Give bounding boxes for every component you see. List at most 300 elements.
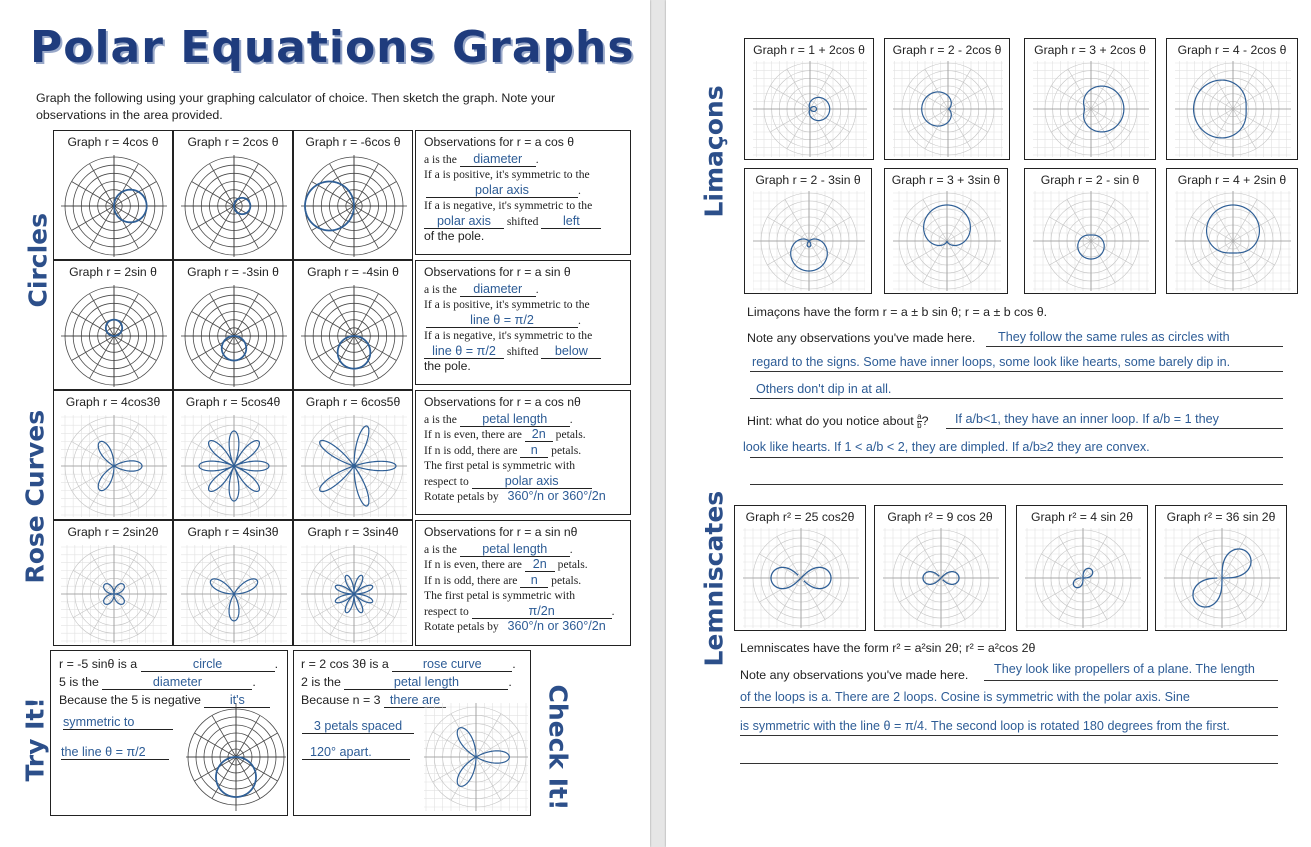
graph-box xyxy=(53,260,173,390)
grid-ray xyxy=(210,164,235,206)
answer-line xyxy=(750,398,1283,399)
side-label-check: Check It! xyxy=(543,684,573,811)
grid-ray xyxy=(193,571,234,595)
polar-grid xyxy=(61,415,167,517)
answer-blank[interactable]: line θ = π/2 xyxy=(424,344,504,359)
polar-grid xyxy=(301,285,407,387)
answer-blank[interactable]: petal length xyxy=(344,675,508,690)
polar-grid xyxy=(181,415,287,517)
lemniscate-note[interactable]: is symmetric with the line θ = π/4. The second loop is rotated 180 degrees from the first. xyxy=(740,719,1230,733)
graph-box xyxy=(1024,168,1156,294)
grid-ray xyxy=(1091,69,1114,109)
obs-text: If n is odd, there are xyxy=(424,573,518,587)
grid-ray xyxy=(1233,217,1275,241)
grid-ray xyxy=(777,536,801,578)
polar-grid xyxy=(1164,528,1280,628)
grid-ray xyxy=(899,578,941,602)
grid-ray xyxy=(787,69,810,109)
grid-ray xyxy=(90,424,115,466)
obs-text: respect to xyxy=(424,604,469,618)
grid-ray xyxy=(234,594,258,635)
grid-ray xyxy=(810,69,833,109)
polar-grid xyxy=(1033,191,1149,291)
graph-caption: Graph r² = 36 sin 2θ xyxy=(1166,510,1276,524)
grid-ray xyxy=(234,571,275,595)
grid-ray xyxy=(114,466,139,508)
answer-blank[interactable]: below xyxy=(541,344,601,359)
grid-ray xyxy=(114,424,139,466)
grid-ray xyxy=(354,571,395,595)
answer-line xyxy=(740,707,1278,708)
try-text: r = -5 sinθ is a xyxy=(59,657,138,671)
grid-ray xyxy=(1193,109,1233,132)
side-label-circles: Circles xyxy=(23,213,53,308)
obs-text: If n is even, there are xyxy=(424,428,522,441)
answer-line xyxy=(740,735,1278,736)
grid-ray xyxy=(1091,109,1131,132)
observations-heading: Observations for r = a sin nθ xyxy=(424,525,578,539)
observations-rose-cos: Observations for r = a cos nθ a is the petal length . If n is even, there are 2n petals. If n is odd, there are n petals. The first petal is symmetric with respect to polar axis Rotate petals by 360°/n or 360°/2n xyxy=(415,390,631,515)
grid-ray xyxy=(1049,241,1091,265)
answer-blank[interactable]: left xyxy=(541,214,601,229)
answer-line xyxy=(946,428,1283,429)
obs-text: If a is positive, it's symmetric to the xyxy=(424,168,590,181)
grid-ray xyxy=(90,466,115,508)
try-text: 5 is the xyxy=(59,675,99,689)
graph-caption: Graph r = 2 - sin θ xyxy=(1040,173,1140,187)
lemniscate-form: Lemniscates have the form r² = a²sin 2θ; r² = a²cos 2θ xyxy=(740,641,1036,655)
observations-heading: Observations for r = a cos nθ xyxy=(424,395,581,409)
fraction-den: b xyxy=(917,421,922,430)
grid-ray xyxy=(234,206,276,231)
grid-ray xyxy=(1222,578,1264,602)
try-text: Because n = 3 xyxy=(301,693,381,707)
observations-heading: Observations for r = a cos θ xyxy=(424,135,575,149)
grid-ray xyxy=(212,715,236,757)
try-text: 2 is the xyxy=(301,675,341,689)
grid-ray xyxy=(1193,86,1233,109)
grid-ray xyxy=(925,109,948,149)
grid-ray xyxy=(1233,241,1257,283)
grid-ray xyxy=(777,578,801,620)
polar-grid xyxy=(1175,191,1291,291)
grid-ray xyxy=(1083,554,1125,578)
obs-text: a is the xyxy=(424,412,457,426)
grid-ray xyxy=(354,206,396,231)
obs-text: shifted xyxy=(506,214,539,228)
polar-grid xyxy=(181,155,287,257)
grid-ray xyxy=(354,553,378,594)
side-label-rose: Rose Curves xyxy=(20,409,50,584)
graph-box xyxy=(1166,38,1298,160)
obs-text: the pole. xyxy=(424,359,471,373)
grid-ray xyxy=(354,336,396,361)
limacon-hint-answer[interactable]: If a/b<1, they have an inner loop. If a/b = 1 they xyxy=(955,412,1219,426)
graph-caption: Graph r = 2 - 2cos θ xyxy=(892,43,1002,57)
grid-ray xyxy=(91,553,115,594)
answer-blank[interactable]: polar axis xyxy=(426,183,578,198)
obs-text: If n is even, there are xyxy=(424,558,522,571)
polar-grid xyxy=(883,528,999,628)
grid-ray xyxy=(73,571,114,595)
grid-ray xyxy=(767,217,809,241)
obs-text: of the pole. xyxy=(424,229,485,243)
answer-line xyxy=(750,484,1283,485)
grid-ray xyxy=(354,312,396,337)
polar-grid xyxy=(893,191,1001,291)
grid-ray xyxy=(767,241,809,265)
grid-ray xyxy=(809,241,851,265)
limacon-hint xyxy=(747,413,929,430)
grid-ray xyxy=(114,164,139,206)
grid-ray xyxy=(114,206,139,248)
graph-caption: Graph r = 6cos5θ xyxy=(305,395,401,409)
obs-text: Rotate petals by xyxy=(424,620,499,633)
answer-blank[interactable]: 2n xyxy=(525,427,553,442)
grid-ray xyxy=(192,336,234,361)
graph-caption: Graph r = 3sin4θ xyxy=(307,525,399,539)
grid-ray xyxy=(1068,109,1091,149)
limacon-note[interactable]: regard to the signs. Some have inner loops, some look like hearts, some barely dip in. xyxy=(752,355,1231,369)
grid-ray xyxy=(905,241,947,265)
grid-ray xyxy=(193,594,234,618)
answer-line xyxy=(986,346,1283,347)
answer-blank[interactable]: 360°/n or 360°/2n xyxy=(507,619,606,633)
obs-text: Rotate petals by xyxy=(424,490,499,503)
grid-ray xyxy=(1180,554,1222,578)
limacon-note[interactable]: They follow the same rules as circles with xyxy=(998,330,1230,344)
grid-ray xyxy=(810,109,833,149)
grid-ray xyxy=(1191,217,1233,241)
polar-grid xyxy=(181,285,287,387)
graph-box xyxy=(293,390,413,520)
grid-ray xyxy=(809,199,833,241)
answer-blank[interactable]: 3 petals spaced xyxy=(302,719,414,734)
grid-ray xyxy=(801,536,825,578)
answer-blank[interactable]: n xyxy=(520,443,548,458)
answer-blank[interactable]: petal length xyxy=(460,412,570,427)
grid-ray xyxy=(72,206,114,231)
grid-ray xyxy=(785,199,809,241)
observations-rose-sin: Observations for r = a sin nθ a is the petal length . If n is even, there are 2n petals. If n is odd, there are n petals. The first petal is symmetric with respect to π/2n . Rotate petals by 360°/n or 360°/2n xyxy=(415,520,631,646)
grid-ray xyxy=(210,206,235,248)
grid-ray xyxy=(1041,554,1083,578)
grid-ray xyxy=(923,241,947,283)
lemniscate-note[interactable]: of the loops is a. There are 2 loops. Cosine is symmetric with the polar axis. Sine xyxy=(740,690,1190,704)
grid-ray xyxy=(114,553,138,594)
graph-caption: Graph r = 3 + 3sin θ xyxy=(891,173,1001,187)
answer-blank[interactable]: there are xyxy=(384,693,446,708)
polar-grid xyxy=(301,415,407,517)
grid-ray xyxy=(90,294,115,336)
grid-ray xyxy=(313,594,354,618)
grid-ray xyxy=(1198,536,1222,578)
grid-ray xyxy=(1083,578,1125,602)
obs-text: respect to xyxy=(424,474,469,488)
graph-caption: Graph r = 4sin3θ xyxy=(187,525,279,539)
answer-blank[interactable]: diameter xyxy=(102,675,252,690)
graph-box xyxy=(1155,505,1287,631)
grid-ray xyxy=(809,217,851,241)
grid-ray xyxy=(236,733,278,757)
graph-box xyxy=(53,130,173,260)
grid-ray xyxy=(1091,109,1114,149)
answer-blank[interactable]: diameter xyxy=(460,152,536,167)
grid-ray xyxy=(234,294,259,336)
grid-ray xyxy=(1233,69,1256,109)
graph-box xyxy=(293,260,413,390)
grid-ray xyxy=(1091,86,1131,109)
grid-ray xyxy=(925,69,948,109)
worksheet-page-1 xyxy=(0,0,650,847)
answer-blank[interactable]: line θ = π/2 xyxy=(426,313,578,328)
grid-ray xyxy=(114,594,138,635)
grid-ray xyxy=(312,336,354,361)
worksheet-page-2 xyxy=(666,0,1311,847)
grid-ray xyxy=(194,733,236,757)
grid-ray xyxy=(313,571,354,595)
grid-ray xyxy=(331,553,355,594)
graph-box xyxy=(884,168,1008,294)
graph-box xyxy=(874,505,1006,631)
graph-caption: Graph r = 1 + 2cos θ xyxy=(753,43,865,57)
graph-caption: Graph r = 5cos4θ xyxy=(185,395,281,409)
grid-ray xyxy=(1233,109,1256,149)
grid-ray xyxy=(114,294,139,336)
grid-ray xyxy=(354,594,395,618)
grid-ray xyxy=(785,241,809,283)
grid-ray xyxy=(354,206,379,248)
answer-blank[interactable]: 120° apart. xyxy=(302,745,410,760)
grid-ray xyxy=(114,594,155,618)
limacon-hint-answer[interactable]: look like hearts. If 1 < a/b < 2, they are dimpled. If a/b≥2 they are convex. xyxy=(743,440,1150,454)
answer-line xyxy=(740,763,1278,764)
grid-ray xyxy=(1041,578,1083,602)
graph-box xyxy=(173,520,293,646)
polar-grid xyxy=(61,545,167,643)
grid-ray xyxy=(234,336,276,361)
obs-text: petals. xyxy=(551,443,582,457)
grid-ray xyxy=(114,336,139,378)
answer-blank[interactable]: circle xyxy=(141,657,275,672)
answer-blank[interactable]: polar axis xyxy=(424,214,504,229)
grid-ray xyxy=(809,241,833,283)
try-text: r = 2 cos 3θ is a xyxy=(301,657,389,671)
grid-ray xyxy=(1083,578,1107,620)
graph-box xyxy=(173,130,293,260)
answer-blank[interactable]: n xyxy=(520,573,548,588)
answer-blank[interactable]: symmetric to xyxy=(63,715,173,730)
grid-ray xyxy=(211,594,235,635)
grid-ray xyxy=(91,594,115,635)
graph-caption: Graph r = 4 - 2cos θ xyxy=(1177,43,1287,57)
grid-ray xyxy=(192,182,234,207)
obs-text: a is the xyxy=(424,282,457,296)
grid-ray xyxy=(947,241,989,265)
grid-ray xyxy=(192,312,234,337)
obs-text: If a is negative, it's symmetric to the xyxy=(424,199,593,212)
hint-q: ? xyxy=(921,413,929,428)
answer-blank[interactable]: the line θ = π/2 xyxy=(61,745,169,760)
grid-ray xyxy=(1233,86,1273,109)
grid-ray xyxy=(451,757,476,800)
polar-grid xyxy=(753,191,865,291)
grid-ray xyxy=(948,109,988,132)
limacon-form: Limaçons have the form r = a ± b sin θ; r = a ± b cos θ. xyxy=(747,305,1048,319)
graph-caption: Graph r² = 4 sin 2θ xyxy=(1031,510,1133,524)
graph-box xyxy=(293,130,413,260)
grid-ray xyxy=(1091,241,1115,283)
grid-ray xyxy=(312,312,354,337)
observations-circle-cos: Observations for r = a cos θ a is the diameter . If a is positive, it's symmetric to the polar axis . If a is negative, it's symmetric to the polar axis shifted left of the pole. xyxy=(415,130,631,255)
grid-ray xyxy=(72,182,114,207)
try-text: Because the 5 is negative xyxy=(59,693,201,707)
graph-caption: Graph r² = 9 cos 2θ xyxy=(887,510,993,524)
grid-ray xyxy=(354,182,396,207)
graph-caption: Graph r = 2cos θ xyxy=(187,135,279,149)
graph-caption: Graph r = -4sin θ xyxy=(307,265,399,279)
graph-box xyxy=(734,505,866,631)
polar-grid xyxy=(1175,61,1291,157)
polar-grid xyxy=(181,545,287,643)
grid-ray xyxy=(1049,217,1091,241)
polar-grid xyxy=(1033,61,1149,157)
answer-blank[interactable]: it's xyxy=(204,693,270,708)
side-label-limacons: Limaçons xyxy=(699,85,729,218)
obs-text: a is the xyxy=(424,542,457,556)
grid-ray xyxy=(234,594,275,618)
limacon-note-label: Note any observations you've made here. xyxy=(747,331,976,345)
grid-ray xyxy=(787,109,810,149)
polar-grid xyxy=(61,285,167,387)
answer-line xyxy=(750,371,1283,372)
graph-caption: Graph r = 2sin2θ xyxy=(67,525,159,539)
grid-ray xyxy=(1209,241,1233,283)
intro-text: Graph the following using your graphing calculator of choice. Then sketch the graph. Note your observations in the area provided. xyxy=(36,91,556,122)
side-label-lemniscates: Lemniscates xyxy=(699,490,729,667)
grid-ray xyxy=(1091,217,1133,241)
grid-ray xyxy=(1091,241,1133,265)
observations-circle-sin: Observations for r = a sin θ a is the diameter . If a is positive, it's symmetric to the line θ = π/2 . If a is negative, it's symmetric to the line θ = π/2 shifted below the pole. xyxy=(415,260,631,385)
grid-ray xyxy=(1068,69,1091,109)
obs-text: If a is negative, it's symmetric to the xyxy=(424,329,593,342)
graph-box xyxy=(744,168,872,294)
graph-box xyxy=(53,390,173,520)
try-it-box-2: r = 2 cos 3θ is a rose curve . 2 is the petal length . Because n = 3 there are 3 petals spaced 120° apart. xyxy=(293,650,531,816)
grid-ray xyxy=(1059,578,1083,620)
answer-line xyxy=(750,457,1283,458)
grid-ray xyxy=(331,594,355,635)
answer-blank[interactable]: 360°/n or 360°/2n xyxy=(507,489,606,503)
grid-ray xyxy=(90,336,115,378)
graph-caption: Graph r = 2 - 3sin θ xyxy=(755,173,861,187)
answer-blank[interactable]: 2n xyxy=(525,557,555,572)
limacon-note[interactable]: Others don't dip in at all. xyxy=(756,382,892,396)
obs-text: If a is positive, it's symmetric to the xyxy=(424,298,590,311)
answer-blank[interactable]: diameter xyxy=(460,282,536,297)
answer-blank[interactable]: polar axis xyxy=(472,474,592,489)
answer-blank[interactable]: petal length xyxy=(460,542,570,557)
grid-ray xyxy=(236,715,260,757)
grid-ray xyxy=(770,109,810,132)
try-it-box-1: r = -5 sinθ is a circle . 5 is the diameter . Because the 5 is negative it's symmetric to the line θ = π/2 xyxy=(50,650,288,816)
graph-box xyxy=(1024,38,1156,160)
graph-caption: Graph r = 2sin θ xyxy=(69,265,157,279)
grid-ray xyxy=(908,86,948,109)
grid-ray xyxy=(210,336,235,378)
obs-text: petals. xyxy=(555,428,586,441)
side-label-try: Try It! xyxy=(20,697,50,782)
polar-grid xyxy=(301,155,407,257)
obs-text: a is the xyxy=(424,152,457,166)
fraction-num: a xyxy=(917,412,922,421)
grid-ray xyxy=(210,294,235,336)
grid-ray xyxy=(770,86,810,109)
grid-ray xyxy=(941,554,983,578)
grid-ray xyxy=(948,86,988,109)
grid-ray xyxy=(90,206,115,248)
lemniscate-note-label: Note any observations you've made here. xyxy=(740,668,969,682)
obs-text: If n is odd, there are xyxy=(424,443,518,457)
obs-text: The first petal is symmetric with xyxy=(424,459,576,472)
graph-box xyxy=(1166,168,1298,294)
grid-ray xyxy=(114,442,156,467)
graph-caption: Graph r² = 25 cos2θ xyxy=(745,510,855,524)
polar-grid xyxy=(1025,528,1141,628)
grid-ray xyxy=(192,206,234,231)
answer-blank[interactable]: π/2n xyxy=(472,604,612,619)
polar-grid xyxy=(61,155,167,257)
graph-box xyxy=(173,390,293,520)
obs-text: The first petal is symmetric with xyxy=(424,589,576,602)
polar-grid xyxy=(186,703,286,811)
grid-ray xyxy=(1233,109,1273,132)
graph-box xyxy=(884,38,1010,160)
grid-ray xyxy=(759,578,801,602)
grid-ray xyxy=(90,164,115,206)
grid-ray xyxy=(451,714,476,757)
hint-label: Hint: what do you notice about xyxy=(747,413,914,428)
grid-ray xyxy=(354,594,378,635)
polar-grid xyxy=(893,61,1003,157)
polar-grid xyxy=(424,703,528,811)
grid-ray xyxy=(73,594,114,618)
graph-box xyxy=(293,520,413,646)
polar-grid xyxy=(753,61,867,157)
grid-ray xyxy=(354,294,379,336)
graph-box xyxy=(173,260,293,390)
grid-ray xyxy=(908,109,948,132)
graph-box xyxy=(744,38,874,160)
grid-ray xyxy=(899,554,941,578)
grid-ray xyxy=(1210,69,1233,109)
grid-ray xyxy=(801,578,825,620)
grid-ray xyxy=(114,466,156,491)
obs-text: shifted xyxy=(506,344,539,358)
graph-caption: Graph r = -6cos θ xyxy=(305,135,401,149)
grid-ray xyxy=(114,571,155,595)
grid-ray xyxy=(759,554,801,578)
grid-ray xyxy=(801,578,843,602)
lemniscate-note[interactable]: They look like propellers of a plane. The length xyxy=(994,662,1255,676)
answer-blank[interactable]: rose curve xyxy=(392,657,512,672)
graph-caption: Graph r = 4 + 2sin θ xyxy=(1177,173,1287,187)
grid-ray xyxy=(114,336,156,361)
graph-box xyxy=(53,520,173,646)
grid-ray xyxy=(947,241,971,283)
obs-text: petals. xyxy=(551,573,582,587)
page-title: Polar Equations Graphs xyxy=(30,22,635,73)
